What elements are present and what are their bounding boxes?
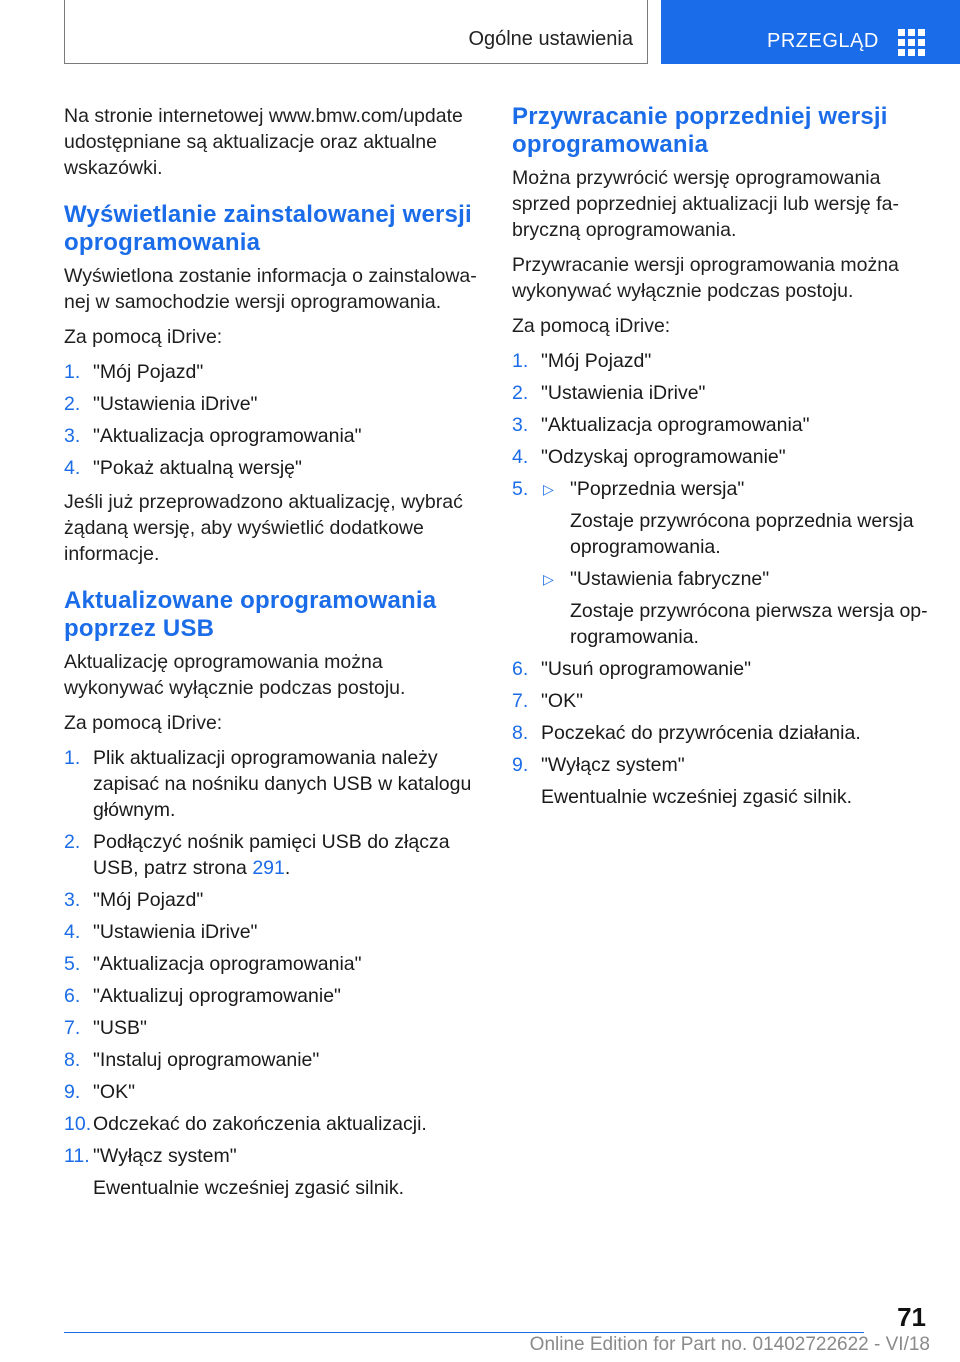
intro-paragraph: Na stronie internetowej www.bmw.com/update udostępniane są aktualizacje oraz aktualne wskazówki. (64, 105, 463, 179)
step-text: "Mój Pojazd" (93, 889, 204, 911)
list-item (64, 423, 478, 449)
step-text: "Aktualizuj oprogramowanie" (93, 985, 341, 1007)
section-heading-usb-update: Aktualizowane oprogramowania poprzez USB (64, 587, 437, 642)
list-item (64, 455, 478, 481)
option-note: Zostaje przywrócona poprzednia wersja oprogramowania. (570, 510, 914, 558)
step-number: 1. (512, 350, 529, 372)
list-item (64, 983, 478, 1009)
step-note: Ewentualnie wcześniej zgasić silnik. (541, 786, 853, 808)
step-number: 2. (512, 382, 529, 404)
step-text: Plik aktualizacji oprogramowania należy zapisać na nośniku danych USB w katalogu głównym. (93, 747, 472, 821)
option-note: Zostaje przywrócona pierwsza wersja oprogramowania. (570, 600, 928, 648)
list-item (512, 476, 928, 650)
triangle-right-icon: ▷ (543, 571, 554, 587)
step-number: 11. (64, 1145, 90, 1167)
list-item (64, 1047, 478, 1073)
step-number: 1. (64, 747, 81, 769)
step-note: Ewentualnie wcześniej zgasić silnik. (93, 1177, 405, 1199)
list-item (64, 1143, 478, 1201)
list-item (512, 720, 928, 746)
footer-divider (64, 1332, 864, 1333)
page-number: 71 (897, 1302, 926, 1332)
page-reference-link[interactable]: 291 (252, 857, 285, 879)
step-text: "Wyłącz system" (541, 754, 685, 776)
step-number: 6. (512, 658, 529, 680)
step-text: "Instaluj oprogramowanie" (93, 1049, 320, 1071)
step-number: 3. (64, 889, 81, 911)
step-number: 10. (64, 1113, 92, 1135)
overview-button[interactable] (661, 0, 960, 64)
list-item (512, 752, 928, 810)
step-number: 5. (64, 953, 81, 975)
step-number: 9. (64, 1081, 81, 1103)
step-text: "Usuń oprogramowanie" (541, 658, 752, 680)
list-item (512, 412, 928, 438)
step-text: "Ustawienia iDrive" (541, 382, 706, 404)
step-text: "Pokaż aktualną wersję" (93, 457, 302, 479)
list-item (64, 745, 478, 823)
paragraph: Za pomocą iDrive: (512, 315, 671, 337)
paragraph: Przywracanie wersji oprogramowania można wykonywać wyłącznie podczas postoju. (512, 254, 899, 302)
step-number: 2. (64, 393, 81, 415)
step-number: 8. (512, 722, 529, 744)
step-text: Odczekać do zakończenia aktualizacji. (93, 1113, 427, 1135)
list-item (512, 656, 928, 682)
step-text: "USB" (93, 1017, 147, 1039)
list-item (512, 444, 928, 470)
left-column (64, 103, 478, 1209)
overview-label: PRZEGLĄD (767, 30, 879, 52)
step-text: Poczekać do przywrócenia działania. (541, 722, 861, 744)
step-text: "Odzyskaj oprogramowanie" (541, 446, 786, 468)
section-heading-installed-version: Wyświetlanie zainstalowanej wersji oprogramowania (64, 201, 472, 256)
paragraph: Za pomocą iDrive: (64, 326, 223, 348)
header-section-tab (64, 0, 648, 64)
footer-edition: Online Edition for Part no. 01402722622 - VI/18 (529, 1334, 930, 1355)
step-text: "Ustawienia iDrive" (93, 921, 258, 943)
grid-icon (898, 29, 925, 56)
step-number: 9. (512, 754, 529, 776)
step-list (64, 745, 478, 1201)
step-text: "Aktualizacja oprogramowania" (93, 953, 362, 975)
option-text: "Poprzednia wersja" (570, 478, 745, 500)
step-text: "Mój Pojazd" (541, 350, 652, 372)
paragraph: Za pomocą iDrive: (64, 712, 223, 734)
list-item (512, 688, 928, 714)
step-text: "Mój Pojazd" (93, 361, 204, 383)
step-list (64, 359, 478, 481)
list-item (512, 348, 928, 374)
list-item (541, 566, 928, 650)
paragraph: Można przywrócić wersję oprogramowania sprzed poprzedniej aktualizacji lub wersję fabryczną oprogramowania. (512, 167, 899, 241)
list-item (64, 359, 478, 385)
step-list (512, 348, 928, 810)
step-number: 4. (64, 921, 81, 943)
step-number: 6. (64, 985, 81, 1007)
step-number: 3. (64, 425, 81, 447)
list-item (64, 1079, 478, 1105)
step-number: 2. (64, 831, 81, 853)
list-item (512, 380, 928, 406)
right-column (512, 103, 928, 818)
list-item (64, 829, 478, 881)
option-list (541, 476, 928, 650)
paragraph: Wyświetlona zostanie informacja o zainstalowanej w samochodzie wersji oprogramowania. (64, 265, 477, 313)
list-item (541, 476, 928, 560)
step-text: "Aktualizacja oprogramowania" (541, 414, 810, 436)
step-number: 7. (64, 1017, 81, 1039)
section-heading-restore-version: Przywracanie poprzedniej wersji oprogramowania (512, 103, 888, 158)
paragraph: Aktualizację oprogramowania można wykonywać wyłącznie podczas postoju. (64, 651, 406, 699)
step-number: 5. (512, 478, 529, 500)
step-text: "Aktualizacja oprogramowania" (93, 425, 362, 447)
step-number: 4. (64, 457, 81, 479)
triangle-right-icon: ▷ (543, 481, 554, 497)
step-number: 3. (512, 414, 529, 436)
list-item (64, 1015, 478, 1041)
step-text: "Ustawienia iDrive" (93, 393, 258, 415)
step-number: 1. (64, 361, 81, 383)
step-text: "OK" (541, 690, 584, 712)
step-text-end: . (284, 857, 291, 879)
list-item (64, 919, 478, 945)
step-number: 8. (64, 1049, 81, 1071)
section-title: Ogólne ustawienia (468, 28, 633, 50)
paragraph: Jeśli już przeprowadzono aktualizację, wybrać żądaną wersję, aby wyświetlić dodatkowe informacje. (64, 491, 463, 565)
step-text: "OK" (93, 1081, 136, 1103)
list-item (64, 391, 478, 417)
list-item (64, 951, 478, 977)
step-text: "Wyłącz system" (93, 1145, 237, 1167)
list-item (64, 1111, 478, 1137)
step-number: 7. (512, 690, 529, 712)
step-number: 4. (512, 446, 529, 468)
step-text: Podłączyć nośnik pamięci USB do złącza USB, patrz strona (93, 831, 450, 879)
list-item (64, 887, 478, 913)
option-text: "Ustawienia fabryczne" (570, 568, 770, 590)
